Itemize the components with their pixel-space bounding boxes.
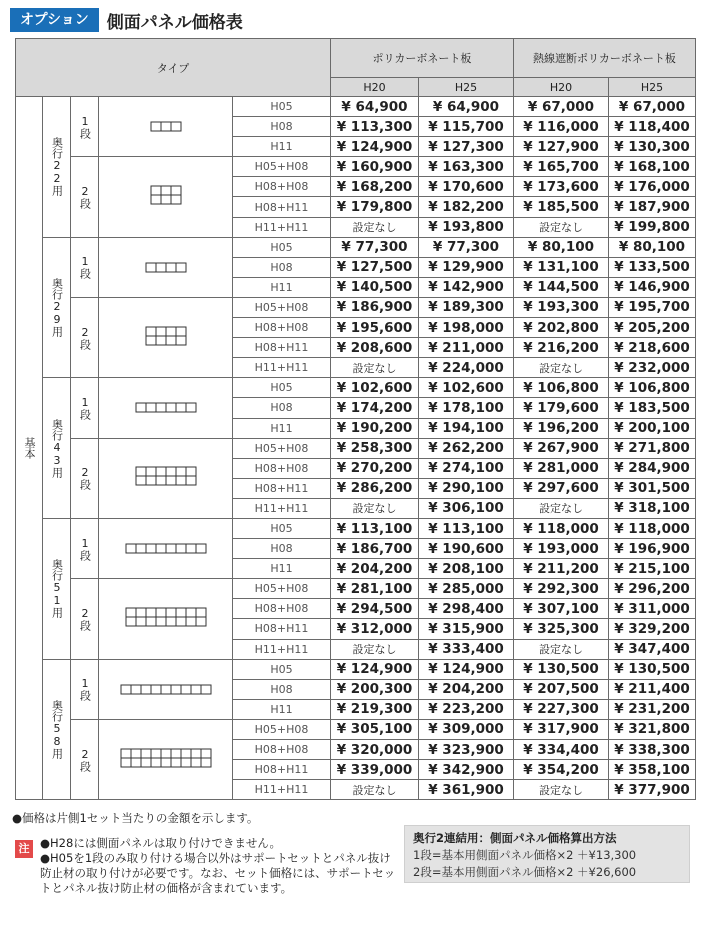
price-cell: 設定なし: [331, 498, 419, 518]
price-table: [15, 38, 696, 800]
panel-diagram: [99, 659, 233, 719]
price-cell: ¥ 130,500: [514, 659, 609, 679]
price-cell: ¥ 130,500: [609, 659, 696, 679]
price-cell: ¥ 124,900: [331, 137, 419, 157]
price-cell: ¥ 211,400: [609, 679, 696, 699]
price-cell: 設定なし: [514, 780, 609, 800]
table-row: [16, 97, 696, 117]
price-cell: ¥ 307,100: [514, 599, 609, 619]
price-cell: ¥ 146,900: [609, 277, 696, 297]
price-cell: ¥ 196,900: [609, 539, 696, 559]
price-cell: ¥ 190,600: [419, 539, 514, 559]
price-cell: ¥ 179,800: [331, 197, 419, 217]
tier-label: 2段: [71, 157, 99, 237]
module-label: H08: [233, 539, 331, 559]
price-cell: ¥ 130,300: [609, 137, 696, 157]
price-cell: ¥ 163,300: [419, 157, 514, 177]
price-cell: ¥ 196,200: [514, 418, 609, 438]
price-cell: ¥ 338,300: [609, 740, 696, 760]
module-label: H05: [233, 97, 331, 117]
price-cell: ¥ 129,900: [419, 257, 514, 277]
price-cell: ¥ 168,100: [609, 157, 696, 177]
price-cell: ¥ 200,100: [609, 418, 696, 438]
page-title: 側面パネル価格表: [106, 12, 243, 33]
module-label: H08: [233, 117, 331, 137]
price-cell: ¥ 189,300: [419, 297, 514, 317]
price-cell: ¥ 211,200: [514, 559, 609, 579]
price-cell: ¥ 165,700: [514, 157, 609, 177]
price-cell: ¥ 296,200: [609, 579, 696, 599]
price-cell: ¥ 77,300: [419, 237, 514, 257]
panel-diagram: [99, 579, 233, 659]
price-cell: ¥ 347,400: [609, 639, 696, 659]
price-cell: ¥ 115,700: [419, 117, 514, 137]
price-cell: ¥ 118,000: [609, 518, 696, 538]
module-label: H11: [233, 277, 331, 297]
module-label: H05+H08: [233, 579, 331, 599]
module-label: H08: [233, 398, 331, 418]
module-label: H11+H11: [233, 498, 331, 518]
price-cell: ¥ 323,900: [419, 740, 514, 760]
price-cell: ¥ 102,600: [419, 378, 514, 398]
module-label: H08+H08: [233, 599, 331, 619]
price-cell: ¥ 185,500: [514, 197, 609, 217]
price-cell: ¥ 281,100: [331, 579, 419, 599]
depth-label: 奥行29用: [43, 237, 71, 378]
price-cell: ¥ 321,800: [609, 719, 696, 739]
panel-grid-icon: [125, 607, 207, 627]
module-label: H11+H11: [233, 217, 331, 237]
price-cell: ¥ 80,100: [514, 237, 609, 257]
tier-label: 1段: [71, 518, 99, 578]
col-header: H20: [331, 78, 419, 97]
table-row: [16, 297, 696, 317]
price-cell: ¥ 176,000: [609, 177, 696, 197]
price-cell: ¥ 284,900: [609, 458, 696, 478]
option-badge: オプション: [10, 8, 99, 32]
panel-diagram: [99, 518, 233, 578]
price-cell: ¥ 329,200: [609, 619, 696, 639]
price-cell: ¥ 113,100: [331, 518, 419, 538]
price-cell: ¥ 106,800: [514, 378, 609, 398]
price-cell: ¥ 127,300: [419, 137, 514, 157]
price-cell: ¥ 208,100: [419, 559, 514, 579]
table-row: [16, 237, 696, 257]
tier-label: 1段: [71, 97, 99, 157]
panel-grid-icon: [135, 466, 197, 486]
price-cell: ¥ 64,900: [331, 97, 419, 117]
price-cell: ¥ 219,300: [331, 699, 419, 719]
col-header: H20: [514, 78, 609, 97]
module-label: H05: [233, 378, 331, 398]
col-header: H25: [609, 78, 696, 97]
price-cell: ¥ 258,300: [331, 438, 419, 458]
price-cell: ¥ 204,200: [331, 559, 419, 579]
price-cell: ¥ 334,400: [514, 740, 609, 760]
price-cell: ¥ 270,200: [331, 458, 419, 478]
kihon-label: 基本: [16, 97, 43, 800]
panel-grid-icon: [120, 748, 212, 768]
price-cell: ¥ 267,900: [514, 438, 609, 458]
price-cell: ¥ 315,900: [419, 619, 514, 639]
price-cell: ¥ 142,900: [419, 277, 514, 297]
price-cell: ¥ 271,800: [609, 438, 696, 458]
module-label: H08+H11: [233, 478, 331, 498]
price-cell: ¥ 198,000: [419, 318, 514, 338]
price-cell: ¥ 285,000: [419, 579, 514, 599]
module-label: H08+H08: [233, 177, 331, 197]
tier-label: 2段: [71, 719, 99, 799]
price-cell: ¥ 309,000: [419, 719, 514, 739]
module-label: H08+H11: [233, 760, 331, 780]
price-cell: ¥ 179,600: [514, 398, 609, 418]
depth-label: 奥行43用: [43, 378, 71, 519]
price-cell: ¥ 354,200: [514, 760, 609, 780]
price-cell: ¥ 286,200: [331, 478, 419, 498]
price-cell: ¥ 127,900: [514, 137, 609, 157]
group-header-polycarbonate: ポリカーボネート板: [331, 39, 514, 78]
module-label: H08+H08: [233, 740, 331, 760]
price-cell: 設定なし: [514, 358, 609, 378]
price-cell: ¥ 215,100: [609, 559, 696, 579]
price-cell: 設定なし: [514, 639, 609, 659]
price-cell: 設定なし: [514, 217, 609, 237]
table-row: [16, 518, 696, 538]
module-label: H08+H11: [233, 619, 331, 639]
module-label: H08+H11: [233, 338, 331, 358]
module-label: H11: [233, 699, 331, 719]
price-cell: ¥ 160,900: [331, 157, 419, 177]
price-cell: ¥ 170,600: [419, 177, 514, 197]
panel-grid-icon: [135, 402, 197, 413]
price-cell: ¥ 133,500: [609, 257, 696, 277]
module-label: H08+H08: [233, 318, 331, 338]
price-cell: ¥ 204,200: [419, 679, 514, 699]
price-cell: ¥ 195,700: [609, 297, 696, 317]
price-cell: ¥ 77,300: [331, 237, 419, 257]
price-cell: ¥ 195,600: [331, 318, 419, 338]
price-cell: ¥ 106,800: [609, 378, 696, 398]
price-cell: ¥ 292,300: [514, 579, 609, 599]
price-cell: 設定なし: [331, 780, 419, 800]
panel-grid-icon: [150, 185, 182, 205]
price-cell: ¥ 186,900: [331, 297, 419, 317]
module-label: H05: [233, 659, 331, 679]
price-cell: ¥ 205,200: [609, 318, 696, 338]
module-label: H05+H08: [233, 719, 331, 739]
tier-label: 1段: [71, 378, 99, 438]
price-cell: ¥ 173,600: [514, 177, 609, 197]
price-cell: ¥ 211,000: [419, 338, 514, 358]
price-cell: ¥ 208,600: [331, 338, 419, 358]
price-cell: ¥ 113,100: [419, 518, 514, 538]
depth-label: 奥行51用: [43, 518, 71, 659]
col-header: H25: [419, 78, 514, 97]
price-cell: ¥ 124,900: [419, 659, 514, 679]
price-cell: ¥ 207,500: [514, 679, 609, 699]
module-label: H08+H08: [233, 458, 331, 478]
price-cell: ¥ 342,900: [419, 760, 514, 780]
price-cell: ¥ 102,600: [331, 378, 419, 398]
panel-grid-icon: [125, 543, 207, 554]
tier-label: 1段: [71, 659, 99, 719]
price-cell: ¥ 131,100: [514, 257, 609, 277]
price-cell: ¥ 183,500: [609, 398, 696, 418]
price-cell: ¥ 305,100: [331, 719, 419, 739]
price-cell: ¥ 317,900: [514, 719, 609, 739]
price-cell: ¥ 333,400: [419, 639, 514, 659]
module-label: H11+H11: [233, 639, 331, 659]
panel-diagram: [99, 157, 233, 237]
price-cell: ¥ 216,200: [514, 338, 609, 358]
price-cell: ¥ 168,200: [331, 177, 419, 197]
module-label: H05+H08: [233, 438, 331, 458]
caution-label: 注: [15, 840, 33, 858]
depth-label: 奥行22用: [43, 97, 71, 238]
price-cell: ¥ 290,100: [419, 478, 514, 498]
module-label: H11: [233, 137, 331, 157]
price-cell: 設定なし: [331, 639, 419, 659]
panel-diagram: [99, 237, 233, 297]
price-cell: ¥ 358,100: [609, 760, 696, 780]
price-cell: ¥ 113,300: [331, 117, 419, 137]
price-cell: ¥ 199,800: [609, 217, 696, 237]
price-cell: ¥ 262,200: [419, 438, 514, 458]
price-cell: ¥ 301,500: [609, 478, 696, 498]
type-header: タイプ: [16, 39, 331, 97]
price-cell: ¥ 318,100: [609, 498, 696, 518]
price-cell: ¥ 200,300: [331, 679, 419, 699]
module-label: H11: [233, 418, 331, 438]
price-cell: ¥ 64,900: [419, 97, 514, 117]
panel-diagram: [99, 438, 233, 518]
price-cell: ¥ 320,000: [331, 740, 419, 760]
tier-label: 2段: [71, 579, 99, 659]
panel-grid-icon: [120, 684, 212, 695]
table-row: [16, 438, 696, 458]
price-cell: 設定なし: [331, 217, 419, 237]
panel-grid-icon: [145, 262, 187, 273]
module-label: H11+H11: [233, 780, 331, 800]
module-label: H08: [233, 257, 331, 277]
calc-method-box: [404, 825, 690, 883]
price-cell: ¥ 231,200: [609, 699, 696, 719]
price-cell: ¥ 218,600: [609, 338, 696, 358]
price-cell: ¥ 339,000: [331, 760, 419, 780]
module-label: H05+H08: [233, 157, 331, 177]
tier-label: 2段: [71, 297, 99, 377]
footnote: ●価格は片側1セット当たりの金額を示します。: [12, 811, 259, 825]
module-label: H11+H11: [233, 358, 331, 378]
price-cell: ¥ 294,500: [331, 599, 419, 619]
module-label: H05: [233, 518, 331, 538]
caution-list: [40, 836, 400, 896]
price-cell: ¥ 306,100: [419, 498, 514, 518]
price-cell: ¥ 227,300: [514, 699, 609, 719]
price-cell: ¥ 325,300: [514, 619, 609, 639]
price-cell: ¥ 118,400: [609, 117, 696, 137]
panel-grid-icon: [150, 121, 182, 132]
module-label: H11: [233, 559, 331, 579]
price-cell: ¥ 140,500: [331, 277, 419, 297]
price-cell: ¥ 193,800: [419, 217, 514, 237]
table-row: [16, 579, 696, 599]
price-cell: ¥ 178,100: [419, 398, 514, 418]
price-cell: ¥ 80,100: [609, 237, 696, 257]
price-cell: 設定なし: [514, 498, 609, 518]
price-cell: ¥ 194,100: [419, 418, 514, 438]
price-cell: ¥ 377,900: [609, 780, 696, 800]
panel-diagram: [99, 378, 233, 438]
table-row: [16, 157, 696, 177]
table-row: [16, 378, 696, 398]
price-cell: ¥ 187,900: [609, 197, 696, 217]
module-label: H08+H11: [233, 197, 331, 217]
module-label: H05: [233, 237, 331, 257]
price-cell: ¥ 190,200: [331, 418, 419, 438]
price-cell: ¥ 232,000: [609, 358, 696, 378]
group-header-heat-block: 熱線遮断ポリカーボネート板: [514, 39, 696, 78]
price-cell: ¥ 223,200: [419, 699, 514, 719]
price-cell: ¥ 174,200: [331, 398, 419, 418]
module-label: H05+H08: [233, 297, 331, 317]
price-cell: ¥ 182,200: [419, 197, 514, 217]
table-row: [16, 719, 696, 739]
module-label: H08: [233, 679, 331, 699]
price-cell: ¥ 67,000: [514, 97, 609, 117]
price-cell: ¥ 67,000: [609, 97, 696, 117]
calc-line-1: 1段=基本用側面パネル価格×2 ＋¥13,300: [413, 848, 637, 862]
price-cell: ¥ 274,100: [419, 458, 514, 478]
price-cell: ¥ 118,000: [514, 518, 609, 538]
depth-label: 奥行58用: [43, 659, 71, 800]
price-cell: ¥ 193,300: [514, 297, 609, 317]
price-cell: ¥ 297,600: [514, 478, 609, 498]
price-cell: ¥ 298,400: [419, 599, 514, 619]
price-cell: ¥ 127,500: [331, 257, 419, 277]
panel-grid-icon: [145, 326, 187, 346]
price-cell: ¥ 144,500: [514, 277, 609, 297]
table-row: [16, 659, 696, 679]
calc-line-2: 2段=基本用側面パネル価格×2 ＋¥26,600: [413, 865, 637, 879]
price-cell: ¥ 361,900: [419, 780, 514, 800]
price-cell: ¥ 311,000: [609, 599, 696, 619]
price-cell: ¥ 116,000: [514, 117, 609, 137]
price-cell: ¥ 124,900: [331, 659, 419, 679]
section-header: [10, 8, 243, 32]
panel-diagram: [99, 97, 233, 157]
price-cell: ¥ 193,000: [514, 539, 609, 559]
price-cell: ¥ 202,800: [514, 318, 609, 338]
price-cell: ¥ 186,700: [331, 539, 419, 559]
caution-item: ●H28には側面パネルは取り付けできません。: [40, 836, 282, 850]
price-cell: ¥ 312,000: [331, 619, 419, 639]
panel-diagram: [99, 719, 233, 799]
price-cell: 設定なし: [331, 358, 419, 378]
price-cell: ¥ 281,000: [514, 458, 609, 478]
price-cell: ¥ 224,000: [419, 358, 514, 378]
tier-label: 2段: [71, 438, 99, 518]
caution-item: ●H05を1段のみ取り付ける場合以外はサポートセットとパネル抜け防止材の取り付けが必要です。なお、セット価格には、サポートセットとパネル抜け防止材の価格が含まれています。: [40, 851, 396, 895]
panel-diagram: [99, 297, 233, 377]
tier-label: 1段: [71, 237, 99, 297]
calc-title: 奥行2連結用：側面パネル価格算出方法: [413, 831, 617, 845]
